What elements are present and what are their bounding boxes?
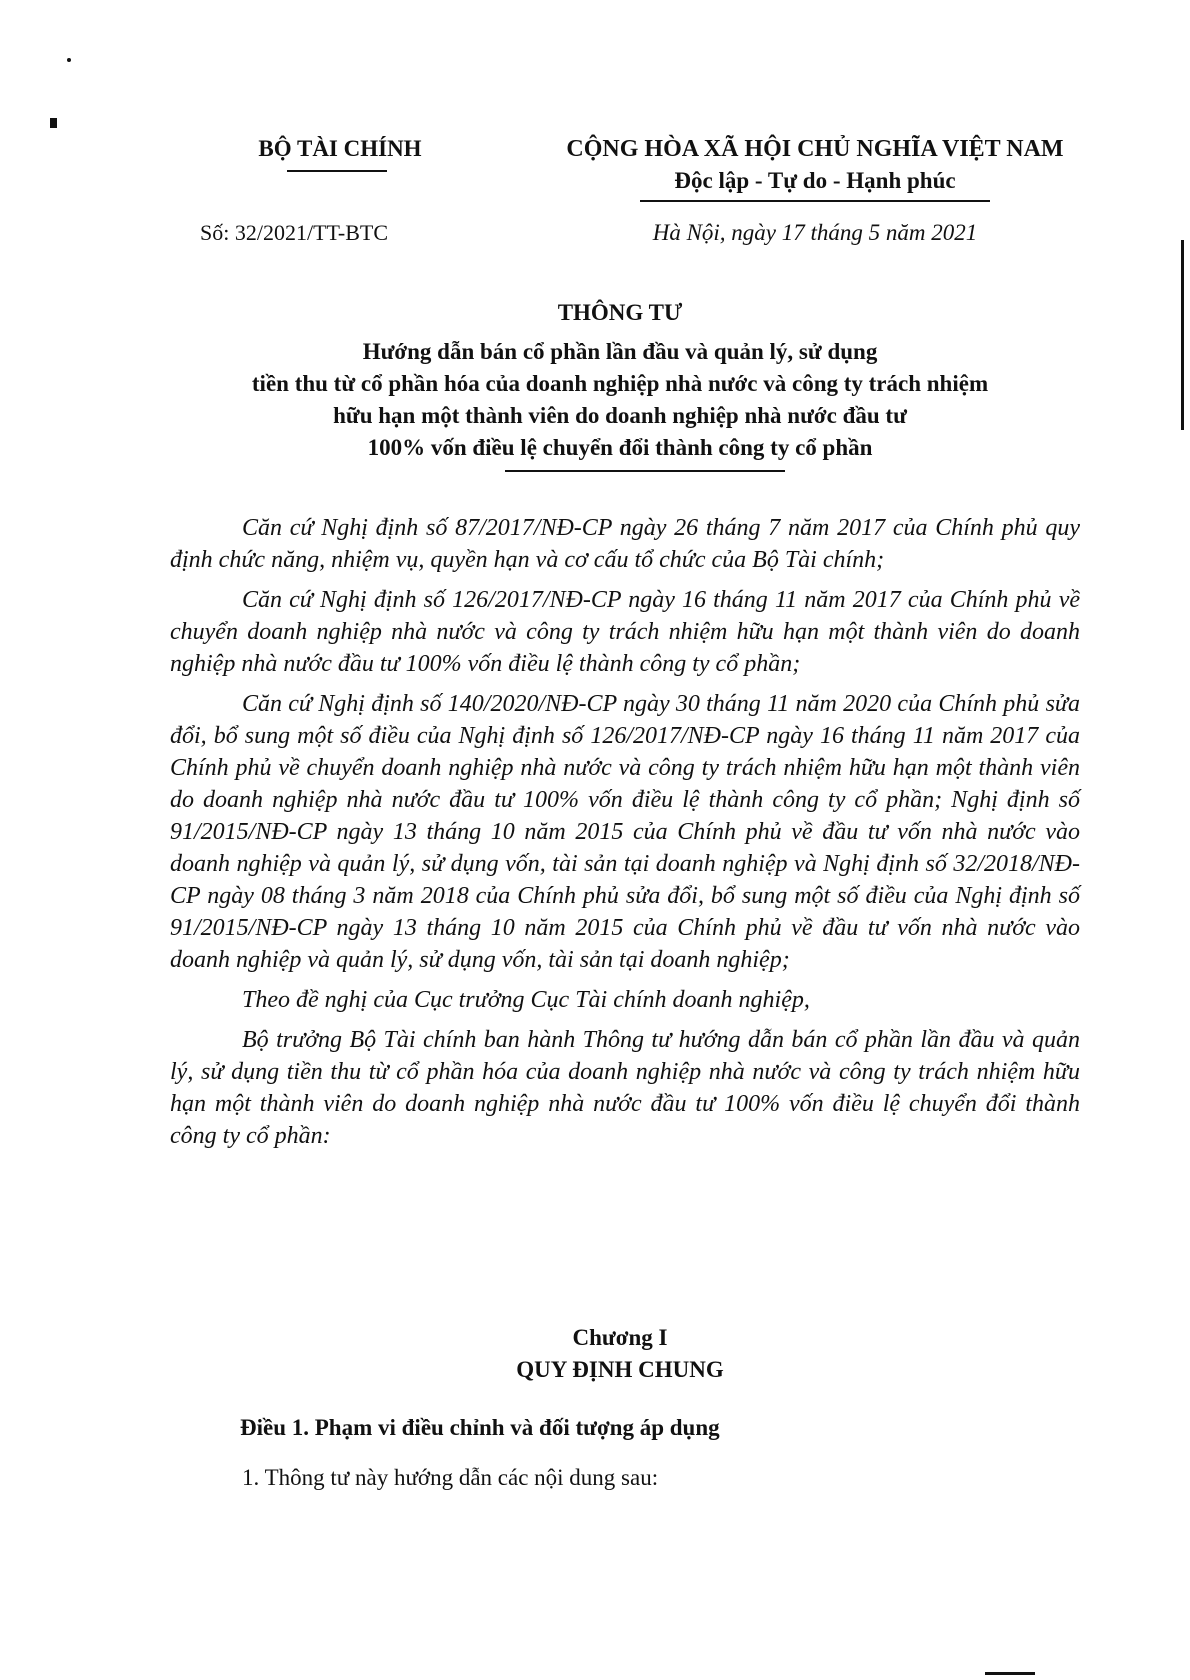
national-title: CỘNG HÒA XÃ HỘI CHỦ NGHĨA VIỆT NAM: [566, 136, 1064, 162]
article-heading: Điều 1. Phạm vi điều chỉnh và đối tượng áp dụng: [240, 1415, 720, 1440]
scan-edge-line: [1181, 240, 1184, 430]
preamble-paragraph: Căn cứ Nghị định số 126/2017/NĐ-CP ngày 16 tháng 11 năm 2017 của Chính phủ về chuyển doanh nghiệp nhà nước và công ty trách nhiệm hữu hạn một thành viên do doanh nghiệp nhà nước đầu tư 100% vốn điều lệ thành công ty cổ phần;: [170, 587, 1080, 677]
motto-underline: [640, 200, 990, 202]
document-title: [160, 336, 1080, 464]
title-line: Hướng dẫn bán cổ phần lần đầu và quản lý, sử dụng: [362, 339, 878, 364]
ministry-underline: [287, 170, 387, 172]
preamble-paragraph: Theo đề nghị của Cục trưởng Cục Tài chính doanh nghiệp,: [242, 987, 810, 1013]
document-type: THÔNG TƯ: [557, 300, 683, 325]
scan-speck: [50, 118, 57, 128]
scan-edge-line: [985, 1672, 1035, 1675]
preamble-paragraph: Căn cứ Nghị định số 87/2017/NĐ-CP ngày 26 tháng 7 năm 2017 của Chính phủ quy định chức năng, nhiệm vụ, quyền hạn và cơ cấu tổ chức của Bộ Tài chính;: [170, 515, 1080, 573]
place-and-date: Hà Nội, ngày 17 tháng 5 năm 2021: [652, 220, 978, 245]
chapter-number: Chương I: [572, 1325, 668, 1350]
title-underline: [505, 470, 785, 472]
title-line: hữu hạn một thành viên do doanh nghiệp nhà nước đầu tư: [333, 403, 907, 428]
chapter-heading: [160, 1322, 1080, 1386]
preamble: [170, 512, 1080, 1160]
issuing-ministry: BỘ TÀI CHÍNH: [258, 136, 422, 161]
title-line: tiền thu từ cổ phần hóa của doanh nghiệp nhà nước và công ty trách nhiệm: [251, 371, 989, 396]
national-motto: Độc lập - Tự do - Hạnh phúc: [674, 168, 956, 193]
document-number: Số: 32/2021/TT-BTC: [200, 220, 389, 245]
title-line: 100% vốn điều lệ chuyển đổi thành công ty cổ phần: [367, 435, 873, 460]
scan-speck: [67, 58, 71, 62]
preamble-paragraph: Bộ trưởng Bộ Tài chính ban hành Thông tư hướng dẫn bán cổ phần lần đầu và quản lý, sử dụng tiền thu từ cổ phần hóa của doanh nghiệp nhà nước và công ty trách nhiệm hữu hạn một thành viên do doanh nghiệp nhà nước đầu tư 100% vốn điều lệ chuyển đổi thành công ty cổ phần:: [170, 1027, 1080, 1149]
preamble-paragraph: Căn cứ Nghị định số 140/2020/NĐ-CP ngày 30 tháng 11 năm 2020 của Chính phủ sửa đổi, bổ sung một số điều của Nghị định số 126/2017/NĐ-CP ngày 16 tháng 11 năm 2017 của Chính phủ về chuyển doanh nghiệp nhà nước và công ty trách nhiệm hữu hạn một thành viên do doanh nghiệp nhà nước đầu tư 100% vốn điều lệ thành công ty cổ phần; Nghị định số 91/2015/NĐ-CP ngày 13 tháng 10 năm 2015 của Chính phủ về đầu tư vốn nhà nước vào doanh nghiệp và quản lý, sử dụng vốn, tài sản tại doanh nghiệp và Nghị định số 32/2018/NĐ-CP ngày 08 tháng 3 năm 2018 của Chính phủ sửa đổi, bổ sung một số điều của Nghị định số 91/2015/NĐ-CP ngày 13 tháng 10 năm 2015 của Chính phủ về đầu tư vốn nhà nước vào doanh nghiệp và quản lý, sử dụng vốn, tài sản tại doanh nghiệp;: [170, 691, 1080, 973]
clause-text: 1. Thông tư này hướng dẫn các nội dung sau:: [242, 1465, 659, 1490]
chapter-name: QUY ĐỊNH CHUNG: [516, 1357, 724, 1382]
